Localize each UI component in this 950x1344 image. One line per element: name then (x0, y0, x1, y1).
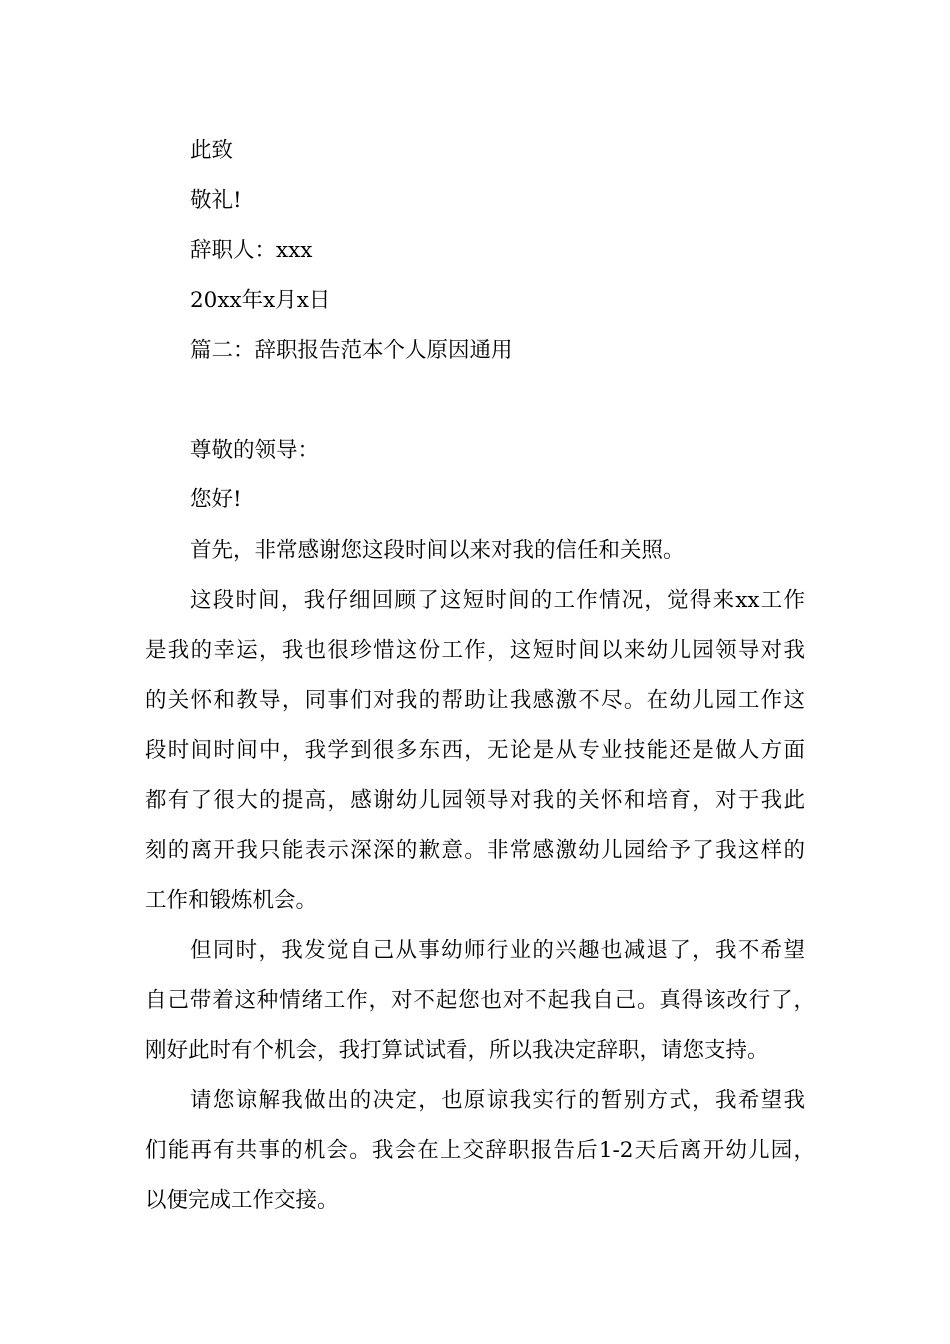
paragraph-4-line: 请您谅解我做出的决定，也原谅我实行的暂别方式，我希望我 (190, 1088, 805, 1113)
paragraph-3-line: 但同时，我发觉自己从事幼师行业的兴趣也减退了，我不希望 (190, 938, 805, 963)
paragraph-2-line: 段时间时间中，我学到很多东西，无论是从专业技能还是做人方面 (145, 738, 805, 763)
salutation: 尊敬的领导： (190, 438, 320, 463)
paragraph-2-line: 刻的离开我只能表示深深的歉意。非常感激幼儿园给予了我这样的 (145, 838, 805, 863)
signer: 辞职人：xxx (190, 238, 313, 263)
date: 20xx年x月x日 (190, 288, 331, 313)
paragraph-4-line: 们能再有共事的机会。我会在上交辞职报告后1-2天后离开幼儿园， (145, 1138, 815, 1163)
paragraph-3-line: 自己带着这种情绪工作，对不起您也对不起我自己。真得该改行了， (145, 988, 815, 1013)
paragraph-1-line: 首先，非常感谢您这段时间以来对我的信任和关照。 (190, 538, 685, 563)
closing-jing-li: 敬礼! (190, 188, 242, 213)
paragraph-2-line: 是我的幸运，我也很珍惜这份工作，这短时间以来幼儿园领导对我 (145, 638, 805, 663)
paragraph-2-line: 都有了很大的提高，感谢幼儿园领导对我的关怀和培育，对于我此 (145, 788, 805, 813)
closing-ci-zhi: 此致 (190, 138, 234, 163)
paragraph-2-line: 这段时间，我仔细回顾了这短时间的工作情况，觉得来xx工作 (190, 588, 805, 613)
section-title: 篇二：辞职报告范本个人原因通用 (190, 338, 513, 363)
paragraph-4-line: 以便完成工作交接。 (145, 1188, 339, 1213)
paragraph-3-line: 刚好此时有个机会，我打算试试看，所以我决定辞职，请您支持。 (145, 1038, 769, 1063)
greeting: 您好! (190, 487, 242, 512)
paragraph-2-line: 工作和锻炼机会。 (145, 888, 318, 913)
paragraph-2-line: 的关怀和教导，同事们对我的帮助让我感激不尽。在幼儿园工作这 (145, 688, 805, 713)
